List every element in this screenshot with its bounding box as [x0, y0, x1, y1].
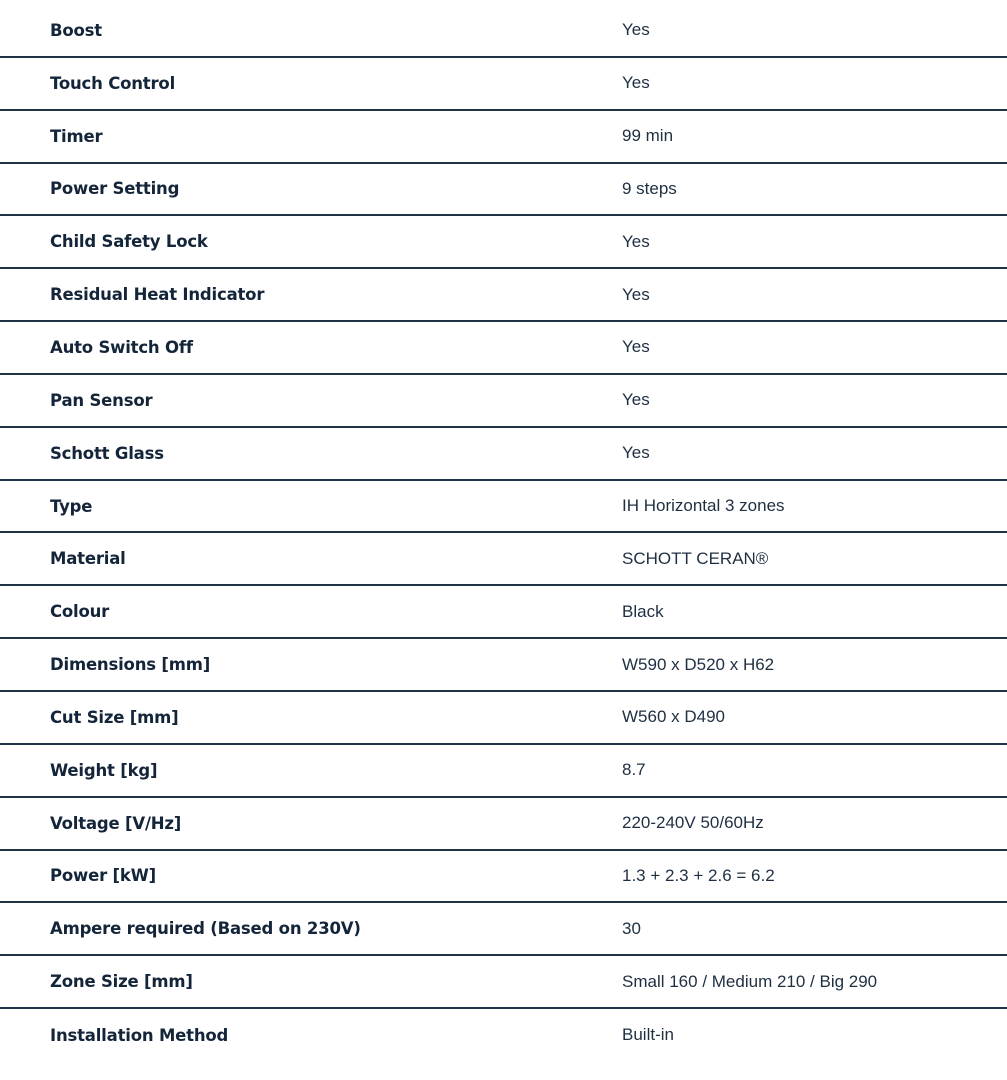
spec-value: IH Horizontal 3 zones	[622, 496, 785, 516]
spec-value: W590 x D520 x H62	[622, 654, 775, 674]
specification-table	[0, 5, 1007, 1062]
spec-value: Built-in	[622, 1025, 674, 1045]
spec-row-auto-switch-off	[0, 322, 1007, 375]
spec-row-boost	[0, 5, 1007, 58]
spec-label: Ampere required (Based on 230V)	[50, 919, 361, 939]
spec-row-zone-size	[0, 956, 1007, 1009]
spec-row-residual-heat-indicator	[0, 269, 1007, 322]
spec-value: Yes	[622, 20, 650, 40]
spec-value: Yes	[622, 231, 650, 251]
spec-row-power	[0, 851, 1007, 904]
spec-row-touch-control	[0, 58, 1007, 111]
spec-value: SCHOTT CERAN®	[622, 548, 769, 568]
spec-row-colour	[0, 586, 1007, 639]
spec-value: 8.7	[622, 760, 646, 780]
spec-value: Yes	[622, 390, 650, 410]
spec-label: Power [kW]	[50, 866, 156, 886]
spec-value: Yes	[622, 284, 650, 304]
spec-value: Yes	[622, 443, 650, 463]
spec-row-cut-size	[0, 692, 1007, 745]
spec-label: Material	[50, 549, 126, 569]
spec-value: Yes	[622, 337, 650, 357]
spec-value: Small 160 / Medium 210 / Big 290	[622, 971, 878, 991]
spec-label: Auto Switch Off	[50, 337, 193, 357]
spec-row-timer	[0, 111, 1007, 164]
spec-label: Type	[50, 496, 93, 516]
spec-value: Yes	[622, 73, 650, 93]
spec-value: 9 steps	[622, 178, 677, 198]
spec-label: Residual Heat Indicator	[50, 285, 265, 305]
spec-row-voltage	[0, 798, 1007, 851]
spec-row-dimensions	[0, 639, 1007, 692]
spec-label: Dimensions [mm]	[50, 655, 211, 675]
spec-label: Timer	[50, 126, 103, 146]
spec-label: Child Safety Lock	[50, 232, 208, 252]
spec-row-weight	[0, 745, 1007, 798]
spec-value: 1.3 + 2.3 + 2.6 = 6.2	[622, 865, 775, 885]
spec-label: Zone Size [mm]	[50, 972, 193, 992]
spec-row-schott-glass	[0, 428, 1007, 481]
spec-label: Colour	[50, 602, 110, 622]
spec-row-power-setting	[0, 164, 1007, 217]
spec-label: Voltage [V/Hz]	[50, 813, 182, 833]
spec-label: Power Setting	[50, 179, 180, 199]
spec-label: Installation Method	[50, 1025, 229, 1045]
spec-value: 30	[622, 918, 641, 938]
spec-row-type	[0, 481, 1007, 534]
spec-row-child-safety-lock	[0, 216, 1007, 269]
spec-label: Weight [kg]	[50, 760, 158, 780]
spec-label: Schott Glass	[50, 443, 164, 463]
spec-label: Touch Control	[50, 73, 176, 93]
spec-label: Pan Sensor	[50, 390, 153, 410]
spec-row-ampere-required	[0, 903, 1007, 956]
spec-value: 220-240V 50/60Hz	[622, 813, 764, 833]
spec-label: Boost	[50, 20, 102, 40]
spec-row-pan-sensor	[0, 375, 1007, 428]
spec-row-installation-method	[0, 1009, 1007, 1062]
spec-row-material	[0, 533, 1007, 586]
spec-value: 99 min	[622, 126, 674, 146]
spec-value: Black	[622, 601, 664, 621]
spec-label: Cut Size [mm]	[50, 707, 179, 727]
spec-value: W560 x D490	[622, 707, 725, 727]
